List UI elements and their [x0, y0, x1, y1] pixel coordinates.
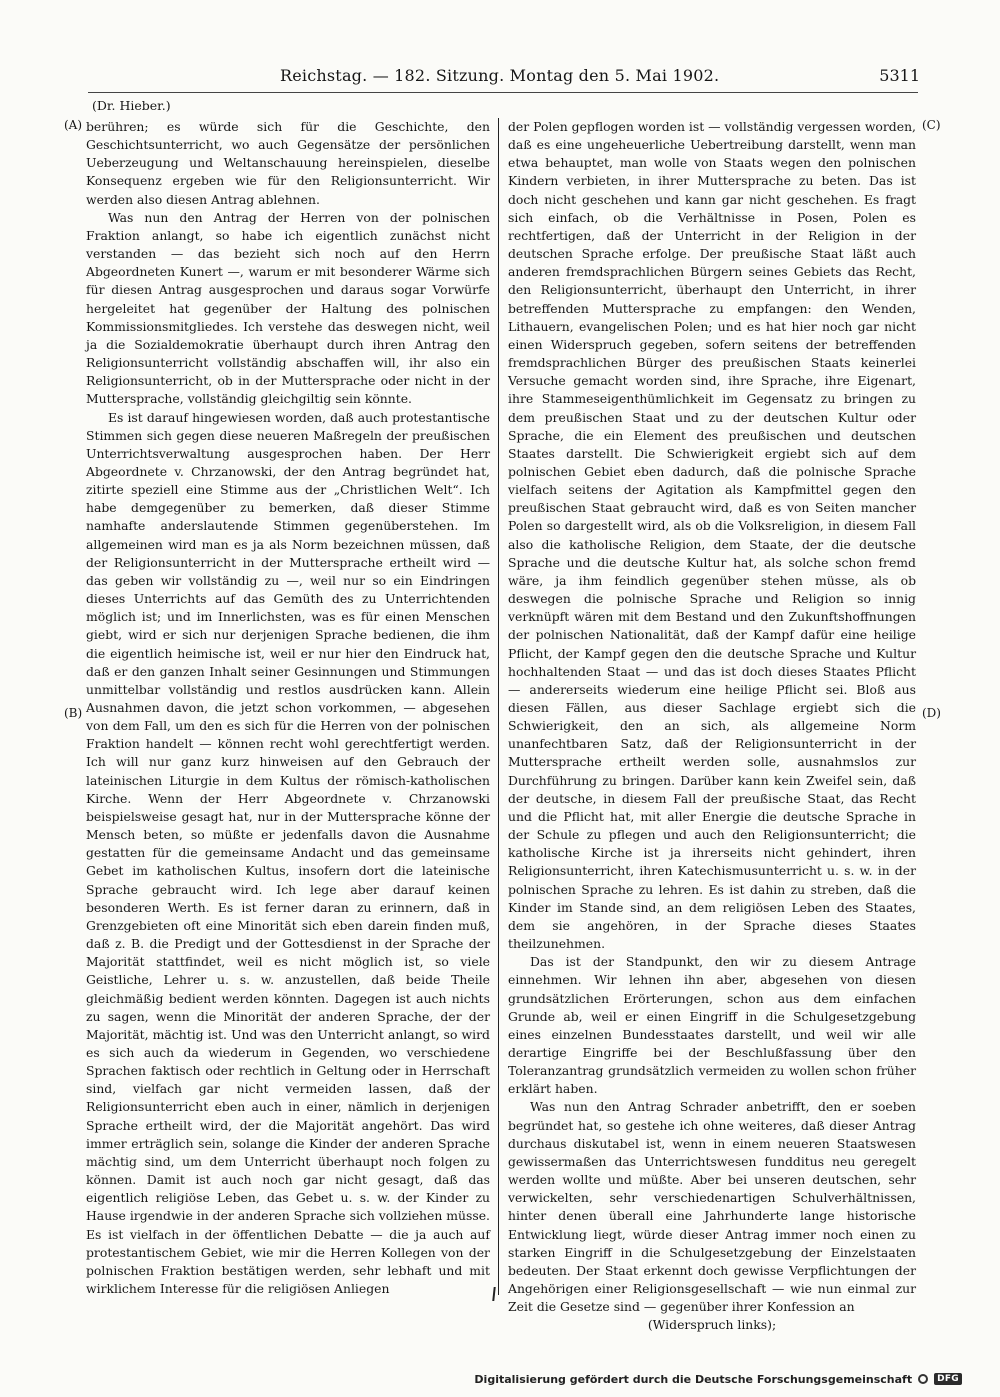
right-column: [508, 118, 916, 1334]
header-title: Reichstag. — 182. Sitzung. Montag den 5. Mai 1902.: [280, 66, 720, 85]
column-separator: [498, 118, 499, 1295]
left-column: [86, 118, 490, 1298]
digitization-credit: [474, 1371, 962, 1387]
header-rule: [88, 92, 918, 93]
left-paragraph-2: Was nun den Antrag der Herren von der polnischen Fraktion anlangt, so habe ich eigentlich zunächst nicht verstanden — das bezieht sich noch auf den Herrn Abgeordneten Kunert —, warum er mit besonderer Wärme sich für diesen Antrag ausgesprochen und daraus sogar Vorwürfe hergeleitet hat gegenüber der Haltung des polnischen Kommissionsmitgliedes. Ich verstehe das deswegen nicht, weil ja die Sozialdemokratie überhaupt durch ihren Antrag den Religionsunterricht vollständig abschaffen will, ihr also ein Religionsunterricht, ob in der Muttersprache oder nicht in der Muttersprache, vollständig gleichgiltig sein könnte.: [86, 209, 490, 407]
closing-remark: (Widerspruch links);: [647, 1317, 777, 1333]
dfg-emblem-icon: [918, 1374, 928, 1384]
right-paragraph-2: Das ist der Standpunkt, den wir zu diesem Antrage einnehmen. Wir lehnen ihn aber, abgesehen von diesen grundsätzlichen Erörterungen, schon aus dem einfachen Grunde ab, weil er einen Eingriff in die Schulgesetzgebung eines einzelnen Bundesstaates darstellt, und weil wir alle derartige Eingriffe bei der Beschlußfassung über den Toleranzantrag grundsätzlich vermeiden zu wollen schon früher erklärt haben.: [508, 954, 916, 1097]
margin-marker-a: (A): [64, 118, 83, 132]
margin-marker-c: (C): [922, 118, 941, 132]
margin-marker-b: (B): [64, 706, 83, 720]
speaker-label: (Dr. Hieber.): [92, 98, 171, 113]
right-paragraph-1: der Polen gepflogen worden ist — vollständig vergessen worden, daß es eine ungeheuerliche Uebertreibung darstellt, wenn man etwa behauptet, man wolle von Staats wegen den polnischen Kindern verbieten, in ihrer Muttersprache zu beten. Das ist doch nicht geschehen und kann gar nicht geschehen. Es fragt sich einfach, ob die Verhältnisse in Posen, Polen es rechtfertigen, daß der Unterricht in der Religion in der deutschen Sprache erfolge. Der preußische Staat läßt auch anderen fremdsprachlichen Bürgern seines Gebiets das Recht, den Religionsunterricht, überhaupt den Unterricht, in ihrer betreffenden Muttersprache zu empfangen: den Wenden, Lithauern, evangelischen Polen; und es hat hier noch gar nicht einen Widerspruch gegeben, sofern seitens der betreffenden fremdsprachlichen Bürger des preußischen Staats keinerlei Versuche gemacht worden sind, ihre Sprache, ihre Eigenart, ihre Stammeseigenthümlichkeit im Gegensatz zu bringen zu dem preußischen Staat und zu der deutschen Kultur oder Sprache, die ein Element des preußischen und deutschen Staates darstellt. Die Schwierigkeit ergiebt sich auf dem polnischen Gebiet eben dadurch, daß die polnische Sprache vielfach seitens der Agitation als Kampfmittel gegen den preußischen Staat gebraucht wird, daß es von Seiten mancher Polen so dargestellt wird, als ob die Volksreligion, in diesem Fall also die katholische Religion, dem Staate, der die deutsche Sprache und die deutsche Kultur hat, als solche schon fremd wäre, ja ihm feindlich gegenüber stehen müsse, als ob deswegen die polnische Sprache und Religion so innig verknüpft wären mit dem Bestand und den Zukunftshoffnungen der polnischen Nationalität, daß der Kampf dafür eine heilige Pflicht, der Kampf gegen den die deutsche Sprache und Kultur hochhaltenden Staat — und das ist doch dieses Staates Pflicht — andererseits wiederum eine heilige Pflicht sei. Bloß aus diesen Fällen, aus dieser Sachlage ergiebt sich die Schwierigkeit, den an sich, als allgemeine Norm unanfechtbaren Satz, daß der Religionsunterricht in der Muttersprache ertheilt werden solle, ausnahmslos zur Durchführung zu bringen. Darüber kann kein Zweifel sein, daß der deutsche, in diesem Fall der preußische Staat, das Recht und die Pflicht hat, mit aller Energie die deutsche Sprache in der Schule zu pflegen und auch den Religionsunterricht; die katholische Kirche ist ja ihrerseits nicht gehindert, ihren Religionsunterricht, ihren Katechismusunterricht u. s. w. in der polnischen Sprache zu lehren. Es ist dahin zu streben, daß die Kinder im Stande sind, an dem religiösen Leben des Staates, dem sie angehören, in der Sprache dieses Staates theilzunehmen.: [508, 119, 916, 952]
left-paragraph-1: berühren; es würde sich für die Geschichte, den Geschichtsunterricht, wo auch Gegensätze der persönlichen Ueberzeugung und Weltanschauung hereinspielen, dieselbe Konsequenz ergeben wie für den Religionsunterricht. Wir werden also diesen Antrag ablehnen.: [86, 119, 490, 207]
dfg-logo: DFG: [934, 1373, 962, 1385]
page-number: 5311: [879, 66, 920, 85]
left-paragraph-3: Es ist darauf hingewiesen worden, daß auch protestantische Stimmen sich gegen diese neueren Maßregeln der preußischen Unterrichtsverwaltung ausgesprochen haben. Der Herr Abgeordnete v. Chrzanowski, der den Antrag begründet hat, zitirte speziell eine Stimme aus der „Christlichen Welt“. Ich habe demgegenüber zu bemerken, daß dieser Stimme namhafte anderslautende Stimmen gegenüberstehen. Im allgemeinen wird man es ja als Norm bezeichnen müssen, daß der Religionsunterricht in der Muttersprache ertheilt wird — das geben wir vollständig zu —, weil nur so ein Eindringen dieses Unterrichts auf das Gemüth des zu Unterrichtenden möglich ist; und im Innerlichsten, was es für einen Menschen giebt, wird er sich nur derjenigen Sprache bedienen, die ihm die eigentlich heimische ist, weil er nur hier den Eindruck hat, daß er den ganzen Inhalt seiner Gesinnungen und Stimmungen unmittelbar vollständig und restlos ausdrücken kann. Allein Ausnahmen davon, die jetzt schon vorkommen, — abgesehen von dem Fall, um den es sich für die Herren von der polnischen Fraktion handelt — können recht wohl gerechtfertigt werden. Ich will nur ganz kurz hinweisen auf den Gebrauch der lateinischen Liturgie in dem Kultus der römisch-katholischen Kirche. Wenn der Herr Abgeordnete v. Chrzanowski beispielsweise gesagt hat, nur in der Muttersprache könne der Mensch beten, so müßte er jedenfalls davon die Ausnahme gestatten für die gemeinsame Andacht und das gemeinsame Gebet im katholischen Kultus, insofern dort die lateinische Sprache gebraucht wird. Ich lege aber darauf keinen besonderen Werth. Es ist ferner daran zu erinnern, daß in Grenzgebieten oft eine Minorität sich eben darein finden muß, daß z. B. die Predigt und der Gottesdienst in der Sprache der Majorität stattfindet, weil es nicht möglich ist, so viele Geistliche, Lehrer u. s. w. anzustellen, daß beide Theile gleichmäßig bedient werden könnten. Dagegen ist auch nichts zu sagen, wenn die Minorität der anderen Sprache, der der Majorität, mächtig ist. Und was den Unterricht anlangt, so wird es sich auch da wiederum in Gegenden, wo verschiedene Sprachen faktisch oder rechtlich in Geltung oder in Herrschaft sind, vielfach gar nicht vermeiden lassen, daß der Religionsunterricht eben auch in einer, nämlich in derjenigen Sprache ertheilt wird, der die Majorität angehört. Das wird immer erträglich sein, solange die Kinder der anderen Sprache mächtig sind, um dem Unterricht überhaupt noch folgen zu können. Damit ist auch noch gar nicht gesagt, daß das eigentlich religiöse Leben, das Gebet u. s. w. der Kinder zu Hause irgendwie in der anderen Sprache sich vollziehen müsse. Es ist vielfach in der öffentlichen Debatte — die ja auch auf protestantischem Gebiet, wie mir die Herren Kollegen von der polnischen Fraktion bestätigen werden, sehr lebhaft und mit wirklichem Interesse für die religiösen Anliegen: [86, 409, 490, 1296]
right-paragraph-3: Was nun den Antrag Schrader anbetrifft, den er soeben begründet hat, so gestehe ich ohne weiteres, daß dieser Antrag durchaus diskutabel ist, wenn in einem neueren Staatswesen gewissermaßen das Unterrichtswesen fundditus neu geregelt werden wollte und müßte. Aber bei unseren deutschen, sehr verwickelten, sehr verschiedenartigen Schulverhältnissen, hinter denen überall eine Jahrhunderte lange historische Entwicklung liegt, würde dieser Antrag immer noch einen zu starken Eingriff in die Schulgesetzgebung der Einzelstaaten bedeuten. Der Staat erkennt doch gewisse Verpflichtungen der Angehörigen einer Religionsgesellschaft — wie nun einmal zur Zeit die Gesetze sind — gegenüber ihrer Konfession an: [508, 1099, 916, 1315]
margin-marker-d: (D): [922, 706, 941, 720]
page-header: [280, 66, 920, 90]
credit-text: Digitalisierung gefördert durch die Deutsche Forschungsgemeinschaft: [474, 1372, 913, 1386]
column-separator-end: [492, 1287, 505, 1301]
